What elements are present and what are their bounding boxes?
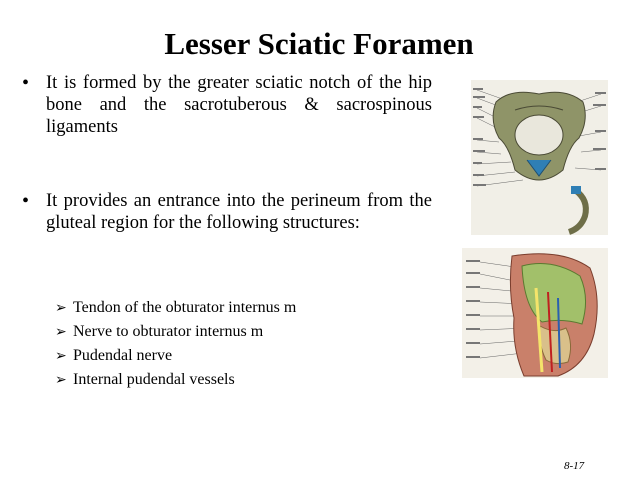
bullet-entrance	[22, 190, 432, 234]
bullet-marker: •	[22, 190, 30, 212]
list-item	[55, 368, 296, 392]
list-item-text: Nerve to obturator internus m	[73, 323, 264, 340]
structures-list	[55, 296, 296, 392]
arrow-bullet-icon: ➢	[55, 324, 67, 340]
list-item	[55, 320, 296, 344]
arrow-bullet-icon: ➢	[55, 372, 67, 388]
arrow-bullet-icon: ➢	[55, 300, 67, 316]
list-item	[55, 296, 296, 320]
list-item-text: Pudendal nerve	[73, 347, 173, 364]
list-item-text: Internal pudendal vessels	[73, 371, 235, 388]
page-number: 8-17	[564, 460, 585, 472]
bullet-text: It provides an entrance into the perineum from the gluteal region for the following structures:	[46, 191, 432, 233]
list-item	[55, 344, 296, 368]
pelvis-illustration	[471, 80, 608, 235]
slide-title: Lesser Sciatic Foramen	[164, 26, 474, 61]
list-item-text: Tendon of the obturator internus m	[73, 299, 297, 316]
gluteal-illustration	[462, 248, 608, 378]
arrow-bullet-icon: ➢	[55, 348, 67, 364]
gluteal-region-figure	[462, 248, 608, 378]
bullet-formation	[22, 72, 432, 138]
bullet-marker: •	[22, 72, 30, 94]
bullet-text: It is formed by the greater sciatic notch of the hip bone and the sacrotuberous & sacrospinous ligaments	[46, 73, 432, 137]
pelvis-ligament-figure	[471, 80, 608, 235]
